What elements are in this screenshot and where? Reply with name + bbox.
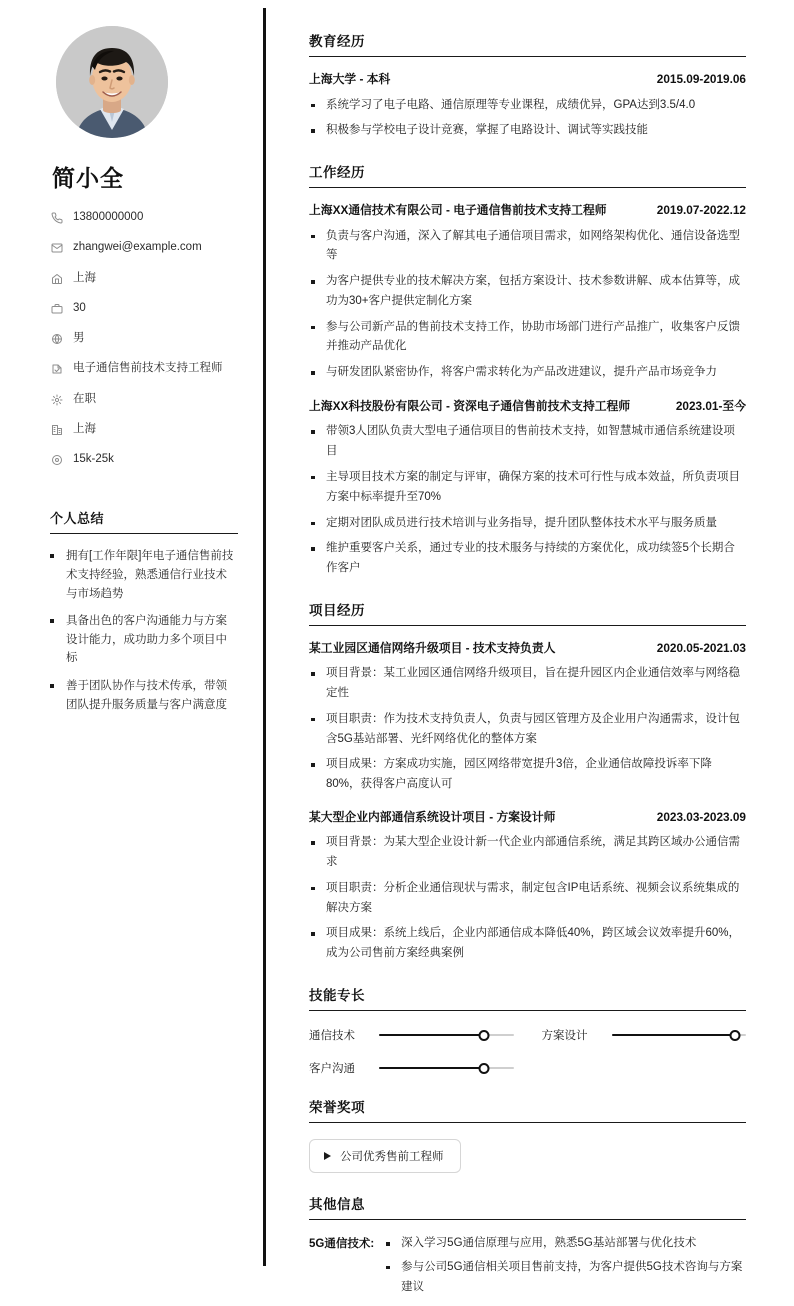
play-triangle-icon [324,1152,331,1160]
list-item: 项目职责：分析企业通信现状与需求，制定包含IP电话系统、视频会议系统集成的解决方案 [309,879,746,919]
page-title: 简小全 [52,165,124,191]
entry-bullets [309,422,746,578]
entry-date: 2023.03-2023.09 [656,809,746,824]
contact-item-age [50,300,238,317]
project-entry [309,809,746,964]
skill-row [309,1060,514,1076]
entry-title: 上海XX通信技术有限公司 - 电子通信售前技术支持工程师 [309,203,607,218]
list-item: 维护重要客户关系，通过专业的技术服务与持续的方案优化，成功续签5个长期合作客户 [309,539,746,579]
skill-grid [309,1025,746,1076]
entry-header [309,202,746,219]
coin-icon [50,452,64,468]
contact-value: 上海 [73,422,96,435]
list-item: 参与公司新产品的售前技术支持工作，协助市场部门进行产品推广，收集客户反馈并推动产品优化 [309,318,746,358]
section-heading: 荣誉奖项 [309,1096,746,1123]
gender-icon [50,331,64,347]
slider-fill [379,1034,484,1037]
avatar [56,26,168,138]
contact-value: 电子通信售前技术支持工程师 [73,362,223,375]
entry-title: 上海XX科技股份有限公司 - 资深电子通信售前技术支持工程师 [309,398,631,413]
other-group-items [384,1234,746,1301]
list-item: 善于团队协作与技术传承，带领团队提升服务质量与客户满意度 [50,677,238,714]
envelope-icon [50,240,64,256]
section-heading: 其他信息 [309,1193,746,1220]
section-projects [309,599,746,964]
list-item: 积极参与学校电子设计竞赛，掌握了电路设计、调试等实践技能 [309,121,746,141]
section-skills [309,984,746,1076]
list-item: 带领3人团队负责大型电子通信项目的售前技术支持，如智慧城市通信系统建设项目 [309,422,746,462]
slider-fill [379,1067,484,1070]
contact-value: 13800000000 [73,211,144,223]
list-item: 项目成果：方案成功实施，园区网络带宽提升3倍，企业通信故障投诉率下降80%，获得客户高度认可 [309,755,746,795]
honor-chip[interactable] [309,1139,461,1173]
section-work-experience [309,161,746,579]
contact-item-salary [50,451,238,468]
contact-item-jobtitle [50,360,238,377]
list-item: 具备出色的客户沟通能力与方案设计能力，成功助力多个项目中标 [50,612,238,668]
main-content [264,0,794,1306]
summary-list [50,547,238,714]
skill-slider[interactable] [612,1028,747,1042]
entry-bullets [309,833,746,964]
entry-header [309,809,746,826]
project-entry [309,640,746,795]
list-item: 主导项目技术方案的制定与评审，确保方案的技术可行性与成本效益，所负责项目方案中标率提升至70% [309,468,746,508]
entry-title: 某大型企业内部通信系统设计项目 - 方案设计师 [309,809,556,824]
diploma-icon [50,361,64,377]
work-entry [309,202,746,383]
list-item: 项目背景：为某大型企业设计新一代企业内部通信系统，满足其跨区域办公通信需求 [309,833,746,873]
slider-handle[interactable] [730,1030,741,1041]
list-item: 负责与客户沟通，深入了解其电子通信项目需求，如网络架构优化、通信设备选型等 [309,227,746,267]
skill-label: 方案设计 [541,1030,588,1043]
list-item: 参与公司5G通信相关项目售前支持，为客户提供5G技术咨询与方案建议 [384,1258,746,1298]
briefcase-icon [50,301,64,317]
contact-value: 15k-25k [73,453,114,465]
entry-bullets [309,227,746,383]
contact-item-email [50,239,238,256]
honor-list [309,1137,746,1173]
list-item: 项目职责：作为技术支持负责人，负责与园区管理方及企业用户沟通需求，设计包含5G基站部署、光纤网络优化的整体方案 [309,710,746,750]
entry-bullets [309,664,746,795]
list-item: 定期对团队成员进行技术培训与业务指导，提升团队整体技术水平与服务质量 [309,514,746,534]
contact-item-city [50,421,238,438]
entry-header [309,71,746,88]
home-icon [50,271,64,287]
contact-item-gender [50,330,238,347]
list-item: 拥有[工作年限]年电子通信售前技术支持经验，熟悉通信行业技术与市场趋势 [50,547,238,603]
sidebar [0,0,264,1306]
entry-bullets [309,96,746,142]
entry-date: 2023.01-至今 [675,398,746,413]
honor-label: 公司优秀售前工程师 [340,1151,444,1164]
work-entry [309,397,746,579]
skill-label: 客户沟通 [309,1063,355,1076]
skill-label: 通信技术 [309,1030,355,1043]
avatar-photo [56,26,168,138]
skill-slider[interactable] [379,1061,514,1075]
section-honors [309,1096,746,1173]
contact-list [50,209,238,468]
section-heading: 个人总结 [50,508,238,534]
other-group-label: 5G通信技术: [309,1238,375,1251]
section-heading: 教育经历 [309,30,746,57]
skill-row [309,1027,514,1043]
skill-slider[interactable] [379,1028,514,1042]
list-item: 项目背景：某工业园区通信网络升级项目，旨在提升园区内企业通信效率与网络稳定性 [309,664,746,704]
contact-value: 在职 [73,392,96,405]
phone-icon [50,210,64,226]
section-other-info [309,1193,746,1301]
slider-fill [612,1034,736,1037]
other-group [309,1234,746,1301]
section-personal-summary [50,508,238,714]
contact-value: 上海 [73,271,96,284]
section-heading: 工作经历 [309,161,746,188]
section-education [309,30,746,141]
contact-item-location [50,270,238,287]
entry-title: 上海大学 - 本科 [309,72,391,86]
entry-date: 2019.07-2022.12 [656,203,746,218]
education-entry [309,71,746,141]
entry-date: 2020.05-2021.03 [656,640,746,655]
entry-title: 某工业园区通信网络升级项目 - 技术支持负责人 [309,640,556,655]
contact-value: 男 [73,332,85,344]
entry-header [309,640,746,657]
section-heading: 技能专长 [309,984,746,1011]
list-item: 为客户提供专业的技术解决方案，包括方案设计、技术参数讲解、成本估算等，成功为30+客户提供定制化方案 [309,272,746,312]
list-item: 系统学习了电子电路、通信原理等专业课程，成绩优异，GPA达到3.5/4.0 [309,96,746,116]
entry-header [309,397,746,415]
list-item: 深入学习5G通信原理与应用，熟悉5G基站部署与优化技术 [384,1234,746,1254]
list-item: 与研发团队紧密协作，将客户需求转化为产品改进建议，提升产品市场竞争力 [309,363,746,383]
contact-item-status [50,391,238,408]
skill-row [542,1027,747,1043]
slider-handle[interactable] [478,1030,489,1041]
entry-date: 2015.09-2019.06 [656,72,746,86]
contact-item-phone [50,209,238,226]
slider-handle[interactable] [478,1063,489,1074]
gear-icon [50,392,64,408]
contact-value: 30 [73,301,86,314]
list-item: 项目成果：系统上线后，企业内部通信成本降低40%，跨区域会议效率提升60%，成为公司售前方案经典案例 [309,924,746,964]
contact-value: zhangwei@example.com [73,241,202,254]
building-icon [50,422,64,438]
section-heading: 项目经历 [309,599,746,626]
